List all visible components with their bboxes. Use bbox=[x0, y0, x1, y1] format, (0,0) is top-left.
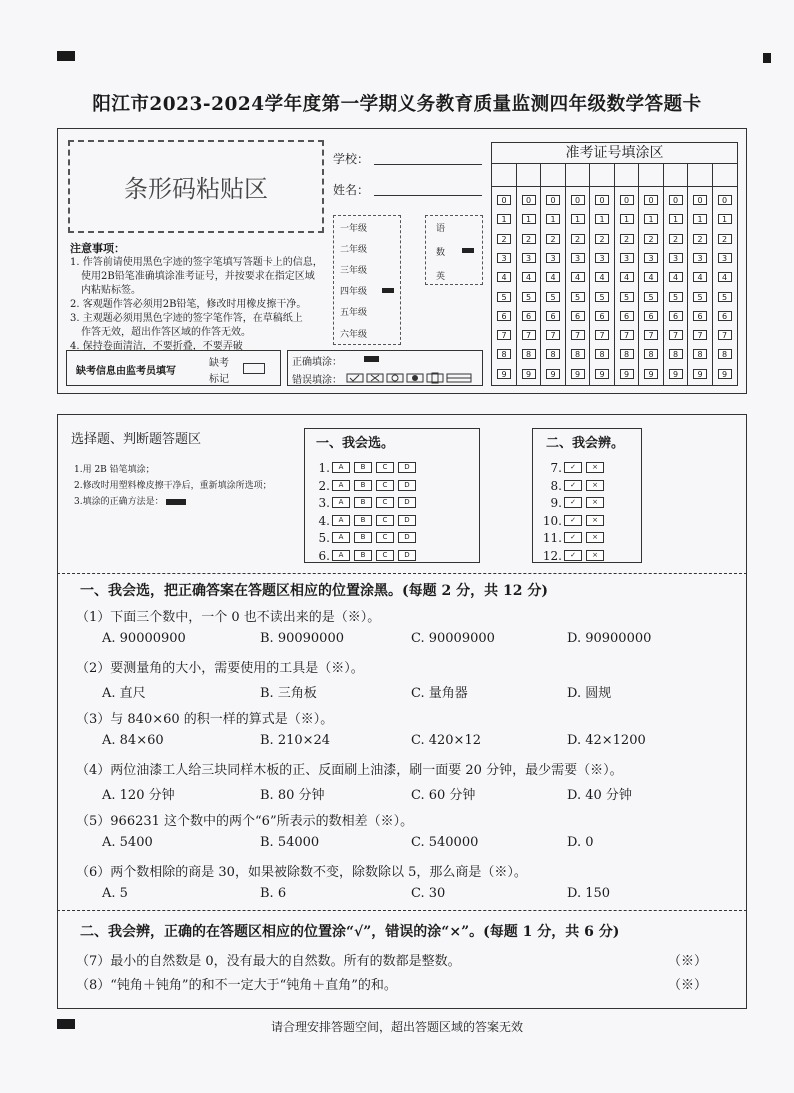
choice-question-option: A. 5 bbox=[102, 886, 128, 901]
choice-question-option: D. 40 分钟 bbox=[567, 788, 632, 803]
barcode-area bbox=[68, 140, 324, 233]
registration-mark-top-right bbox=[763, 53, 771, 63]
judge-number: 10. bbox=[542, 513, 562, 528]
correct-fill-sample bbox=[166, 499, 186, 505]
name-label: 姓名： bbox=[333, 183, 370, 197]
page-title: 阳江市2023-2024学年度第一学期义务教育质量监测四年级数学答题卡 bbox=[92, 94, 702, 115]
subject-option[interactable]: 语 bbox=[436, 224, 446, 234]
choice-question-option: C. 540000 bbox=[411, 835, 479, 850]
exam-digit-bubble[interactable]: 4 bbox=[546, 272, 560, 282]
choice-number: 4. bbox=[318, 513, 330, 528]
exam-digit-bubble[interactable]: 2 bbox=[497, 234, 511, 244]
note-line: 内粘贴标签。 bbox=[81, 285, 141, 296]
choice-answer-row bbox=[306, 457, 420, 476]
judge-answer-row bbox=[538, 527, 608, 546]
judge-question-stem: （7）最小的自然数是 0，没有最大的自然数。所有的数都是整数。 bbox=[76, 954, 461, 969]
exam-digit-bubble[interactable]: 2 bbox=[571, 234, 585, 244]
choice-bubble[interactable]: D bbox=[398, 462, 416, 473]
choice-bubble[interactable]: A bbox=[332, 497, 350, 508]
choice-bubble[interactable]: B bbox=[354, 515, 372, 526]
choice-bubble[interactable]: A bbox=[332, 550, 350, 561]
exam-digit-bubble[interactable]: 8 bbox=[669, 349, 683, 359]
choice-question-option: B. 90090000 bbox=[260, 631, 344, 646]
exam-digit-bubble[interactable]: 8 bbox=[571, 349, 585, 359]
exam-digit-bubble[interactable]: 3 bbox=[522, 253, 536, 263]
judge-box-title: 二、我会辨。 bbox=[546, 436, 625, 451]
choice-question-stem: （6）两个数相除的商是 30，如果被除数不变，除数除以 5，那么商是（※）。 bbox=[76, 865, 527, 880]
exam-digit-bubble[interactable]: 3 bbox=[693, 253, 707, 263]
fill-wrong-examples bbox=[346, 372, 478, 384]
choice-question-option: D. 0 bbox=[567, 835, 594, 850]
name-field[interactable] bbox=[374, 195, 482, 196]
note-line: 1. 作答前请使用黑色字迹的签字笔填写答题卡上的信息， bbox=[70, 257, 323, 268]
exam-digit-bubble[interactable]: 5 bbox=[718, 292, 732, 302]
exam-digit-bubble[interactable]: 2 bbox=[595, 234, 609, 244]
exam-number-title: 准考证号填涂区 bbox=[492, 143, 737, 164]
section-divider bbox=[57, 910, 747, 911]
section-divider bbox=[57, 573, 747, 574]
note-line: 4. 保持卷面清洁，不要折叠，不要弄破 bbox=[70, 341, 243, 352]
exam-digit-bubble[interactable]: 7 bbox=[669, 330, 683, 340]
subject-option[interactable]: 英 bbox=[436, 272, 446, 282]
exam-digit-bubble[interactable]: 3 bbox=[644, 253, 658, 263]
grade-option[interactable]: 四年级 bbox=[340, 287, 368, 297]
school-field[interactable] bbox=[374, 164, 482, 165]
exam-digit-bubble[interactable]: 3 bbox=[718, 253, 732, 263]
exam-digit-bubble[interactable]: 9 bbox=[546, 369, 560, 379]
exam-digit-bubble[interactable]: 3 bbox=[595, 253, 609, 263]
choice-bubble[interactable]: D bbox=[398, 532, 416, 543]
choice-question-option: B. 54000 bbox=[260, 835, 320, 850]
exam-digit-bubble[interactable]: 9 bbox=[718, 369, 732, 379]
judge-false-bubble[interactable]: × bbox=[586, 480, 604, 491]
judge-answer-row bbox=[538, 457, 608, 476]
exam-digit-bubble[interactable]: 9 bbox=[571, 369, 585, 379]
exam-digit-bubble[interactable]: 7 bbox=[571, 330, 585, 340]
exam-digit-bubble[interactable]: 6 bbox=[595, 311, 609, 321]
fill-correct-label: 正确填涂： bbox=[292, 357, 342, 368]
judge-question-answer: （※） bbox=[668, 978, 708, 993]
choice-question-stem: （4）两位油漆工人给三块同样木板的正、反面刷上油漆，刷一面要 20 分钟，最少需要（※）。 bbox=[76, 763, 623, 778]
exam-digit-bubble[interactable]: 4 bbox=[669, 272, 683, 282]
choice-bubble[interactable]: D bbox=[398, 515, 416, 526]
choice-bubble[interactable]: B bbox=[354, 550, 372, 561]
choice-bubble[interactable]: B bbox=[354, 480, 372, 491]
exam-digit-bubble[interactable]: 0 bbox=[644, 195, 658, 205]
note-line: 2. 客观题作答必须用2B铅笔，修改时用橡皮擦干净。 bbox=[70, 299, 307, 310]
exam-digit-bubble[interactable]: 7 bbox=[497, 330, 511, 340]
exam-digit-bubble[interactable]: 1 bbox=[693, 214, 707, 224]
judge-number: 9. bbox=[550, 496, 562, 510]
choice-number: 3. bbox=[318, 496, 330, 510]
choice-number: 1. bbox=[318, 461, 330, 475]
exam-digit-bubble[interactable]: 5 bbox=[497, 292, 511, 302]
subject-option[interactable]: 数 bbox=[436, 248, 446, 258]
choice-question-option: B. 210×24 bbox=[260, 733, 331, 748]
exam-digit-bubble[interactable]: 4 bbox=[693, 272, 707, 282]
judge-false-bubble[interactable]: × bbox=[586, 532, 604, 543]
fill-correct-mark bbox=[364, 356, 379, 362]
footer-note: 请合理安排答题空间，超出答题区域的答案无效 bbox=[270, 1020, 523, 1034]
exam-digit-bubble[interactable]: 1 bbox=[620, 214, 634, 224]
judge-number: 11. bbox=[542, 531, 562, 545]
choice-bubble[interactable]: B bbox=[354, 497, 372, 508]
exam-digit-bubble[interactable]: 4 bbox=[522, 272, 536, 282]
choice-question-option: C. 60 分钟 bbox=[411, 788, 476, 803]
choice-number: 2. bbox=[318, 478, 330, 493]
exam-digit-bubble[interactable]: 0 bbox=[522, 195, 536, 205]
grade-option[interactable]: 一年级 bbox=[340, 224, 368, 234]
exam-digit-bubble[interactable]: 7 bbox=[620, 330, 634, 340]
exam-digit-bubble[interactable]: 9 bbox=[620, 369, 634, 379]
choice-bubble[interactable]: B bbox=[354, 532, 372, 543]
exam-digit-bubble[interactable]: 6 bbox=[497, 311, 511, 321]
exam-digit-bubble[interactable]: 6 bbox=[571, 311, 585, 321]
exam-digit-bubble[interactable]: 6 bbox=[693, 311, 707, 321]
choice-question-option: D. 150 bbox=[567, 886, 611, 901]
grade-selector bbox=[333, 215, 401, 345]
exam-digit-bubble[interactable]: 9 bbox=[644, 369, 658, 379]
exam-digit-bubble[interactable]: 1 bbox=[669, 214, 683, 224]
exam-digit-bubble[interactable]: 1 bbox=[644, 214, 658, 224]
choice-answer-row bbox=[306, 510, 420, 529]
exam-digit-bubble[interactable]: 3 bbox=[620, 253, 634, 263]
exam-digit-bubble[interactable]: 9 bbox=[693, 369, 707, 379]
exam-digit-bubble[interactable]: 1 bbox=[497, 214, 511, 224]
exam-digit-bubble[interactable]: 5 bbox=[693, 292, 707, 302]
exam-digit-bubble[interactable]: 2 bbox=[644, 234, 658, 244]
choice-number: 5. bbox=[318, 531, 330, 545]
choice-question-option: A. 90000900 bbox=[102, 631, 186, 646]
choice-bubble[interactable]: C bbox=[376, 480, 394, 491]
exam-digit-bubble[interactable]: 6 bbox=[522, 311, 536, 321]
exam-digit-bubble[interactable]: 8 bbox=[644, 349, 658, 359]
choice-question-option: A. 84×60 bbox=[102, 733, 164, 748]
grade-option[interactable]: 二年级 bbox=[340, 245, 368, 255]
choice-bubble[interactable]: D bbox=[398, 550, 416, 561]
exam-digit-bubble[interactable]: 2 bbox=[718, 234, 732, 244]
exam-digit-bubble[interactable]: 5 bbox=[595, 292, 609, 302]
choice-box-title: 一、我会选。 bbox=[316, 436, 395, 451]
judge-number: 12. bbox=[542, 548, 562, 563]
exam-digit-bubble[interactable]: 3 bbox=[571, 253, 585, 263]
choice-bubble[interactable]: B bbox=[354, 462, 372, 473]
exam-digit-bubble[interactable]: 3 bbox=[497, 253, 511, 263]
exam-digit-bubble[interactable]: 9 bbox=[669, 369, 683, 379]
exam-digit-bubble[interactable]: 7 bbox=[546, 330, 560, 340]
choice-question-option: C. 30 bbox=[411, 886, 446, 901]
exam-digit-bubble[interactable]: 6 bbox=[546, 311, 560, 321]
exam-digit-bubble[interactable]: 7 bbox=[644, 330, 658, 340]
choice-question-option: C. 量角器 bbox=[411, 686, 468, 701]
subject-filled-mark bbox=[462, 248, 474, 253]
exam-digit-bubble[interactable]: 5 bbox=[546, 292, 560, 302]
answer-area-title: 选择题、判断题答题区 bbox=[71, 432, 202, 447]
grade-option[interactable]: 六年级 bbox=[340, 330, 368, 340]
choice-bubble[interactable]: A bbox=[332, 480, 350, 491]
exam-digit-bubble[interactable]: 8 bbox=[595, 349, 609, 359]
choice-bubble[interactable]: C bbox=[376, 497, 394, 508]
exam-digit-bubble[interactable]: 1 bbox=[571, 214, 585, 224]
exam-digit-bubble[interactable]: 0 bbox=[669, 195, 683, 205]
choice-question-option: D. 90900000 bbox=[567, 631, 652, 646]
judge-answer-row bbox=[538, 510, 608, 529]
exam-digit-bubble[interactable]: 8 bbox=[522, 349, 536, 359]
choice-bubble[interactable]: C bbox=[376, 550, 394, 561]
exam-digit-bubble[interactable]: 3 bbox=[669, 253, 683, 263]
exam-digit-bubble[interactable]: 9 bbox=[522, 369, 536, 379]
grade-option[interactable]: 三年级 bbox=[340, 266, 368, 276]
grade-option[interactable]: 五年级 bbox=[340, 308, 368, 318]
exam-digit-bubble[interactable]: 2 bbox=[693, 234, 707, 244]
judge-question-stem: （8）“钝角＋钝角”的和不一定大于“钝角＋直角”的和。 bbox=[76, 978, 397, 993]
absent-checkbox[interactable] bbox=[243, 363, 265, 374]
absent-mark-label: 缺考 bbox=[209, 358, 229, 369]
judge-answer-row bbox=[538, 475, 608, 494]
exam-digit-bubble[interactable]: 4 bbox=[571, 272, 585, 282]
choice-question-stem: （1）下面三个数中，一个 0 也不读出来的是（※）。 bbox=[76, 610, 381, 625]
exam-digit-bubble[interactable]: 0 bbox=[497, 195, 511, 205]
judge-false-bubble[interactable]: × bbox=[586, 497, 604, 508]
choice-question-stem: （2）要测量角的大小，需要使用的工具是（※）。 bbox=[76, 661, 364, 676]
notes-title: 注意事项： bbox=[70, 242, 125, 255]
exam-digit-bubble[interactable]: 7 bbox=[718, 330, 732, 340]
exam-digit-bubble[interactable]: 6 bbox=[644, 311, 658, 321]
section2-heading: 二、我会辨，正确的在答题区相应的位置涂“√”，错误的涂“×”。(每题 1 分，共 6 分) bbox=[80, 924, 620, 940]
choice-question-option: B. 6 bbox=[260, 886, 287, 901]
choice-question-stem: （5）966231 这个数中的两个“6”所表示的数相差（※）。 bbox=[76, 814, 414, 829]
exam-digit-bubble[interactable]: 6 bbox=[669, 311, 683, 321]
instruction-line: 1.用 2B 铅笔填涂； bbox=[74, 465, 155, 475]
exam-digit-bubble[interactable]: 8 bbox=[693, 349, 707, 359]
judge-number: 7. bbox=[550, 461, 562, 475]
exam-digit-bubble[interactable]: 0 bbox=[620, 195, 634, 205]
choice-bubble[interactable]: C bbox=[376, 532, 394, 543]
judge-false-bubble[interactable]: × bbox=[586, 462, 604, 473]
instruction-line: 2.修改时用塑料橡皮擦干净后，重新填涂所选项； bbox=[74, 481, 272, 491]
note-line: 3. 主观题必须用黑色字迹的签字笔作答，在草稿纸上 bbox=[70, 313, 303, 324]
exam-digit-bubble[interactable]: 7 bbox=[693, 330, 707, 340]
exam-digit-bubble[interactable]: 2 bbox=[620, 234, 634, 244]
choice-number: 6. bbox=[318, 548, 330, 563]
note-line: 作答无效，超出作答区域的作答无效。 bbox=[81, 327, 251, 338]
exam-digit-bubble[interactable]: 5 bbox=[571, 292, 585, 302]
exam-digit-bubble[interactable]: 2 bbox=[546, 234, 560, 244]
answer-instructions bbox=[74, 462, 272, 510]
choice-bubble[interactable]: A bbox=[332, 462, 350, 473]
exam-digit-bubble[interactable]: 8 bbox=[718, 349, 732, 359]
choice-answer-row bbox=[306, 527, 420, 546]
barcode-label: 条形码粘贴区 bbox=[124, 175, 268, 203]
choice-bubble[interactable]: A bbox=[332, 532, 350, 543]
choice-question-option: B. 80 分钟 bbox=[260, 788, 325, 803]
exam-digit-bubble[interactable]: 5 bbox=[644, 292, 658, 302]
judge-true-bubble[interactable]: ✓ bbox=[564, 497, 582, 508]
judge-number: 8. bbox=[550, 478, 562, 493]
exam-digit-bubble[interactable]: 4 bbox=[644, 272, 658, 282]
exam-digit-bubble[interactable]: 5 bbox=[620, 292, 634, 302]
choice-answer-row bbox=[306, 545, 420, 564]
exam-digit-bubble[interactable]: 9 bbox=[595, 369, 609, 379]
instruction-line: 3.填涂的正确方法是： bbox=[74, 497, 164, 507]
judge-false-bubble[interactable]: × bbox=[586, 550, 604, 561]
exam-digit-bubble[interactable]: 8 bbox=[546, 349, 560, 359]
exam-digit-bubble[interactable]: 0 bbox=[571, 195, 585, 205]
choice-question-option: A. 5400 bbox=[102, 835, 153, 850]
exam-digit-bubble[interactable]: 5 bbox=[522, 292, 536, 302]
judge-true-bubble[interactable]: ✓ bbox=[564, 532, 582, 543]
absent-mark-label: 标记 bbox=[209, 374, 229, 385]
exam-number-grid bbox=[491, 142, 738, 386]
exam-digit-bubble[interactable]: 4 bbox=[718, 272, 732, 282]
exam-digit-bubble[interactable]: 0 bbox=[693, 195, 707, 205]
exam-digit-bubble[interactable]: 8 bbox=[620, 349, 634, 359]
exam-digit-bubble[interactable]: 2 bbox=[522, 234, 536, 244]
exam-digit-bubble[interactable]: 6 bbox=[718, 311, 732, 321]
judge-answer-row bbox=[538, 545, 608, 564]
exam-digit-bubble[interactable]: 1 bbox=[718, 214, 732, 224]
choice-question-option: B. 三角板 bbox=[260, 686, 317, 701]
choice-bubble[interactable]: D bbox=[398, 497, 416, 508]
choice-question-option: D. 42×1200 bbox=[567, 733, 646, 748]
absent-label: 缺考信息由监考员填写 bbox=[76, 366, 176, 377]
registration-mark-top-left bbox=[57, 51, 75, 61]
choice-bubble[interactable]: C bbox=[376, 515, 394, 526]
choice-question-option: A. 120 分钟 bbox=[102, 788, 175, 803]
exam-digit-bubble[interactable]: 4 bbox=[497, 272, 511, 282]
choice-bubble[interactable]: A bbox=[332, 515, 350, 526]
judge-true-bubble[interactable]: ✓ bbox=[564, 480, 582, 491]
choice-bubble[interactable]: D bbox=[398, 480, 416, 491]
choice-question-option: C. 420×12 bbox=[411, 733, 481, 748]
exam-digit-bubble[interactable]: 4 bbox=[595, 272, 609, 282]
judge-true-bubble[interactable]: ✓ bbox=[564, 550, 582, 561]
choice-answer-row bbox=[306, 492, 420, 511]
choice-question-stem: （3）与 840×60 的积一样的算式是（※）。 bbox=[76, 712, 334, 727]
exam-digit-bubble[interactable]: 9 bbox=[497, 369, 511, 379]
choice-question-option: A. 直尺 bbox=[102, 686, 146, 701]
choice-answer-row bbox=[306, 475, 420, 494]
judge-question-answer: （※） bbox=[668, 954, 708, 969]
grade-filled-mark bbox=[382, 288, 394, 293]
exam-digit-bubble[interactable]: 3 bbox=[546, 253, 560, 263]
exam-digit-bubble[interactable]: 8 bbox=[497, 349, 511, 359]
exam-digit-bubble[interactable]: 7 bbox=[522, 330, 536, 340]
subject-selector bbox=[425, 215, 483, 285]
exam-digit-bubble[interactable]: 1 bbox=[595, 214, 609, 224]
choice-question-option: D. 圆规 bbox=[567, 686, 612, 701]
exam-digit-bubble[interactable]: 6 bbox=[620, 311, 634, 321]
fill-wrong-label: 错误填涂： bbox=[292, 375, 342, 386]
exam-digit-bubble[interactable]: 1 bbox=[546, 214, 560, 224]
exam-digit-bubble[interactable]: 1 bbox=[522, 214, 536, 224]
judge-true-bubble[interactable]: ✓ bbox=[564, 462, 582, 473]
judge-true-bubble[interactable]: ✓ bbox=[564, 515, 582, 526]
exam-digit-bubble[interactable]: 4 bbox=[620, 272, 634, 282]
choice-bubble[interactable]: C bbox=[376, 462, 394, 473]
exam-digit-bubble[interactable]: 0 bbox=[718, 195, 732, 205]
school-label: 学校： bbox=[333, 152, 370, 166]
judge-answer-row bbox=[538, 492, 608, 511]
judge-false-bubble[interactable]: × bbox=[586, 515, 604, 526]
section1-heading: 一、我会选，把正确答案在答题区相应的位置涂黑。(每题 2 分，共 12 分) bbox=[80, 583, 548, 599]
exam-digit-bubble[interactable]: 0 bbox=[546, 195, 560, 205]
note-line: 使用2B铅笔准确填涂准考证号，并按要求在指定区域 bbox=[81, 271, 315, 282]
exam-digit-bubble[interactable]: 2 bbox=[669, 234, 683, 244]
choice-question-option: C. 90009000 bbox=[411, 631, 495, 646]
notes-block bbox=[70, 240, 330, 354]
exam-digit-bubble[interactable]: 5 bbox=[669, 292, 683, 302]
exam-digit-bubble[interactable]: 7 bbox=[595, 330, 609, 340]
exam-digit-bubble[interactable]: 0 bbox=[595, 195, 609, 205]
